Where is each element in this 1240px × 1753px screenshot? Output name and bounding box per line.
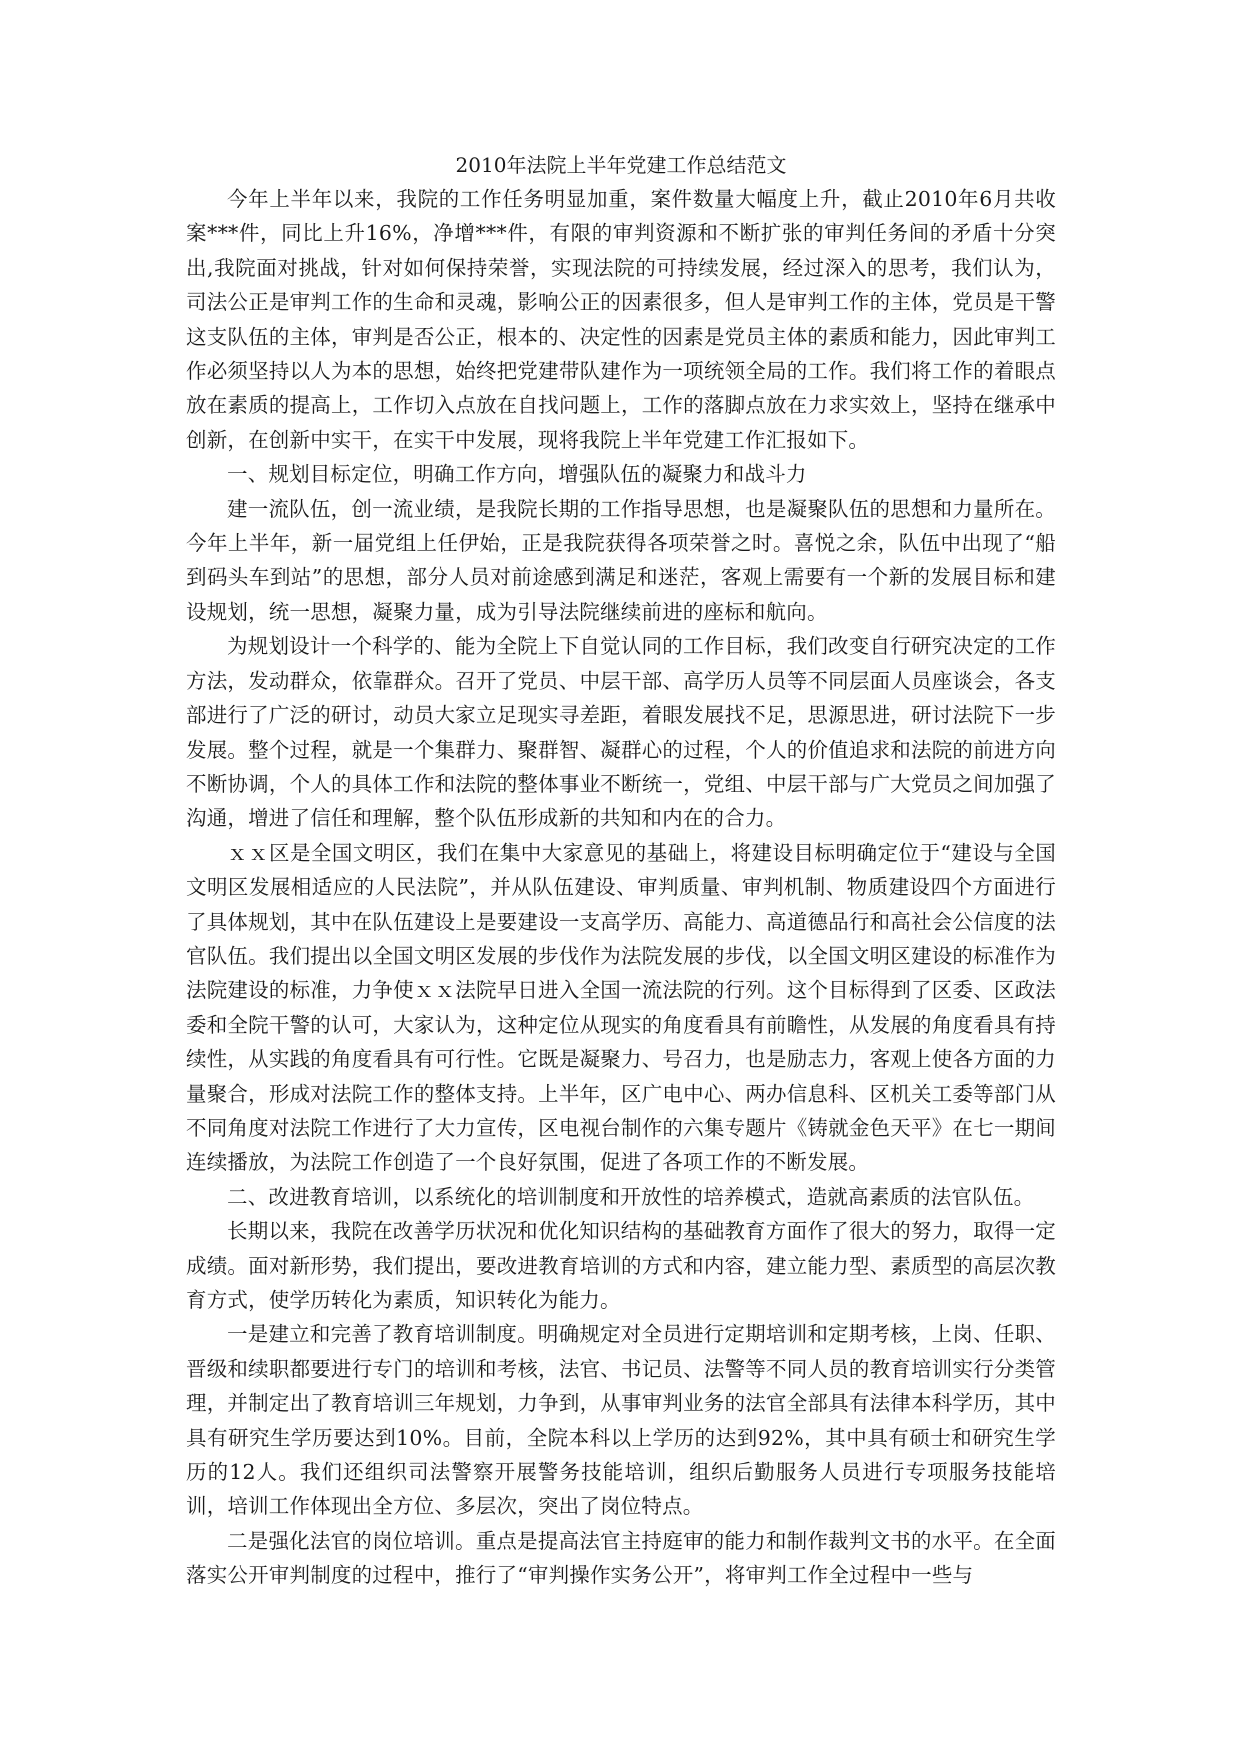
paragraph: ｘｘ区是全国文明区，我们在集中大家意见的基础上，将建设目标明确定位于“建设与全国文明区发展相适应的人民法院”，并从队伍建设、审判质量、审判机制、物质建设四个方面进行了具体规划，其中在队伍建设上是要建设一支高学历、高能力、高道德品行和高社会公信度的法官队伍。我们提出以全国文明区发展的步伐作为法院发展的步伐，以全国文明区建设的标准作为法院建设的标准，力争使ｘｘ法院早日进入全国一流法院的行列。这个目标得到了区委、区政法委和全院干警的认可，大家认为，这种定位从现实的角度看具有前瞻性，从发展的角度看具有持续性，从实践的角度看具有可行性。它既是凝聚力、号召力，也是励志力，客观上使各方面的力量聚合，形成对法院工作的整体支持。上半年，区广电中心、两办信息科、区机关工委等部门从不同角度对法院工作进行了大力宣传，区电视台制作的六集专题片《铸就金色天平》在七一期间连续播放，为法院工作创造了一个良好氛围，促进了各项工作的不断发展。 bbox=[186, 840, 1056, 1175]
paragraph-intro: 今年上半年以来，我院的工作任务明显加重，案件数量大幅度上升，截止2010年6月共收案***件，同比上升16%，净增***件，有限的审判资源和不断扩张的审判任务间的矛盾十分突出,我院面对挑战，针对如何保持荣誉，实现法院的可持续发展，经过深入的思考，我们认为，司法公正是审判工作的生命和灵魂，影响公正的因素很多，但人是审判工作的主体，党员是干警这支队伍的主体，审判是否公正，根本的、决定性的因素是党员主体的素质和能力，因此审判工作必须坚持以人为本的思想，始终把党建带队建作为一项统领全局的工作。我们将工作的着眼点放在素质的提高上，工作切入点放在自找问题上，工作的落脚点放在力求实效上，坚持在继承中创新，在创新中实干，在实干中发展，现将我院上半年党建工作汇报如下。 bbox=[186, 187, 1056, 452]
document-title: 2010年法院上半年党建工作总结范文 bbox=[455, 153, 787, 177]
paragraph: 建一流队伍，创一流业绩，是我院长期的工作指导思想，也是凝聚队伍的思想和力量所在。今年上半年，新一届党组上任伊始，正是我院获得各项荣誉之时。喜悦之余，队伍中出现了“船到码头车到站”的思想，部分人员对前途感到满足和迷茫，客观上需要有一个新的发展目标和建设规划，统一思想，凝聚力量，成为引导法院继续前进的座标和航向。 bbox=[186, 496, 1056, 624]
section-heading-1: 一、规划目标定位，明确工作方向，增强队伍的凝聚力和战斗力 bbox=[227, 462, 807, 487]
paragraph: 二是强化法官的岗位培训。重点是提高法官主持庭审的能力和制作裁判文书的水平。在全面落实公开审判制度的过程中，推行了“审判操作实务公开”，将审判工作全过程中一些与 bbox=[186, 1528, 1056, 1588]
section-heading-2: 二、改进教育培训，以系统化的培训制度和开放性的培养模式，造就高素质的法官队伍。 bbox=[227, 1184, 1035, 1209]
paragraph: 一是建立和完善了教育培训制度。明确规定对全员进行定期培训和定期考核，上岗、任职、晋级和续职都要进行专门的培训和考核，法官、书记员、法警等不同人员的教育培训实行分类管理，并制定出了教育培训三年规划，力争到，从事审判业务的法官全部具有法律本科学历，其中具有研究生学历要达到10%。目前，全院本科以上学历的达到92%，其中具有硕士和研究生学历的12人。我们还组织司法警察开展警务技能培训，组织后勤服务人员进行专项服务技能培训，培训工作体现出全方位、多层次，突出了岗位特点。 bbox=[186, 1322, 1056, 1519]
document-page bbox=[186, 148, 1056, 1593]
paragraph: 长期以来，我院在改善学历状况和优化知识结构的基础教育方面作了很大的努力，取得一定成绩。面对新形势，我们提出，要改进教育培训的方式和内容，建立能力型、素质型的高层次教育方式，使学历转化为素质，知识转化为能力。 bbox=[186, 1219, 1056, 1312]
paragraph: 为规划设计一个科学的、能为全院上下自觉认同的工作目标，我们改变自行研究决定的工作方法，发动群众，依靠群众。召开了党员、中层干部、高学历人员等不同层面人员座谈会，各支部进行了广泛的研讨，动员大家立足现实寻差距，着眼发展找不足，思源思进，研讨法院下一步发展。整个过程，就是一个集群力、聚群智、凝群心的过程，个人的价值追求和法院的前进方向不断协调，个人的具体工作和法院的整体事业不断统一，党组、中层干部与广大党员之间加强了沟通，增进了信任和理解，整个队伍形成新的共知和内在的合力。 bbox=[186, 634, 1056, 831]
